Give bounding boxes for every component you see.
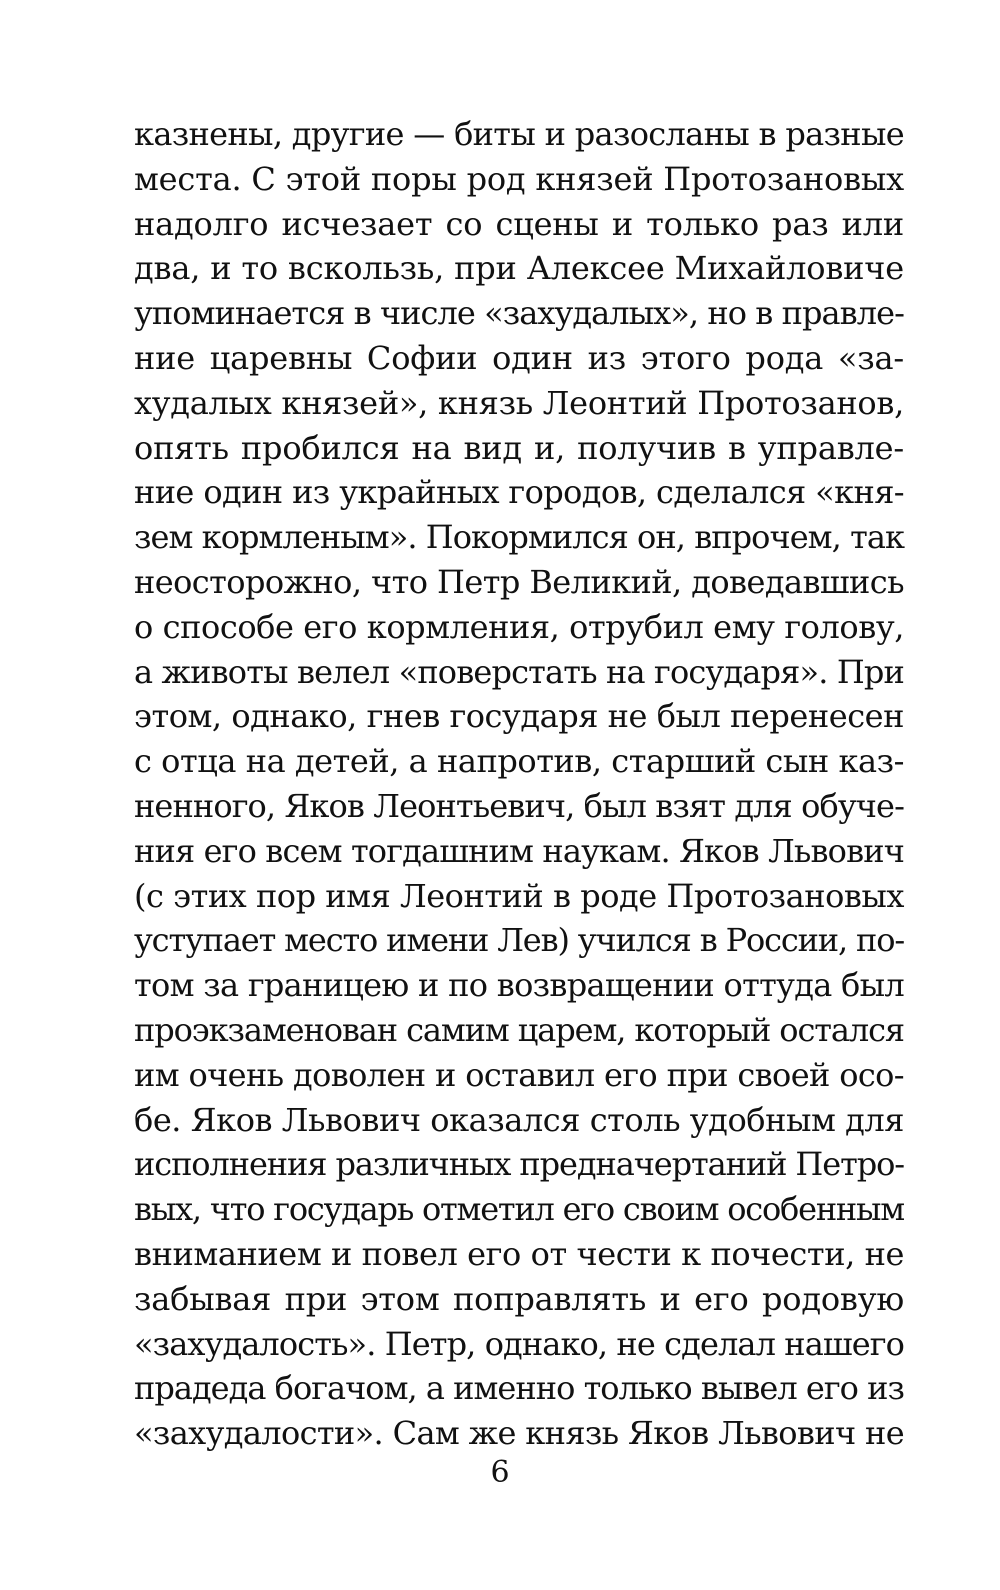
text-line: вниманием и повел его от чести к почести, не [134, 1234, 904, 1273]
text-line: надолго исчезает со сцены и только раз или [134, 204, 904, 243]
text-line: им очень доволен и оставил его при своей осо- [134, 1055, 904, 1094]
text-line: ненного, Яков Леонтьевич, был взят для обуче- [134, 786, 904, 825]
text-line: опять пробился на вид и, получив в управле- [134, 428, 904, 467]
text-line: а животы велел «поверстать на государя». При [134, 652, 904, 691]
text-line: ния его всем тогдашним наукам. Яков Львович [134, 831, 904, 870]
text-line: прадеда богачом, а именно только вывел его из [134, 1369, 904, 1408]
text-line: зем кормленым». Покормился он, впрочем, так [134, 518, 904, 557]
text-line: казнены, другие — биты и разосланы в разные [134, 115, 904, 153]
text-line: «захудалость». Петр, однако, не сделал нашего [134, 1324, 904, 1363]
text-line: этом, однако, гнев государя не был перенесен [134, 697, 904, 736]
text-line: ние один из украйных городов, сделался «кня- [134, 473, 904, 512]
text-line: исполнения различных предначертаний Петро- [134, 1145, 904, 1184]
body-text [134, 112, 904, 1456]
text-line: ние царевны Софии один из этого рода «за- [134, 338, 904, 377]
text-line: с отца на детей, а напротив, старший сын каз- [134, 742, 904, 781]
text-line: проэкзаменован самим царем, который остался [134, 1010, 904, 1049]
text-line: о способе его кормления, отрубил ему голову, [134, 607, 904, 646]
text-line: том за границею и по возвращении оттуда был [134, 966, 904, 1005]
page-number: 6 [490, 1455, 510, 1490]
text-line: неосторожно, что Петр Великий, доведавшись [134, 562, 904, 601]
text-line: бе. Яков Львович оказался столь удобным для [134, 1100, 904, 1139]
text-line: два, и то вскользь, при Алексее Михайловиче [134, 249, 904, 288]
text-line: уступает место имени Лев) учился в России, по- [134, 921, 904, 960]
text-line: «захудалости». Сам же князь Яков Львович не [134, 1414, 904, 1453]
text-line: (с этих пор имя Леонтий в роде Протозановых [134, 876, 904, 915]
text-line: забывая при этом поправлять и его родовую [134, 1279, 904, 1318]
text-line: упоминается в числе «захудалых», но в правле- [134, 294, 904, 333]
text-line: вых, что государь отметил его своим особенным [134, 1190, 904, 1229]
text-line: худалых князей», князь Леонтий Протозанов, [134, 383, 904, 422]
text-line: места. С этой поры род князей Протозановых [134, 159, 904, 198]
